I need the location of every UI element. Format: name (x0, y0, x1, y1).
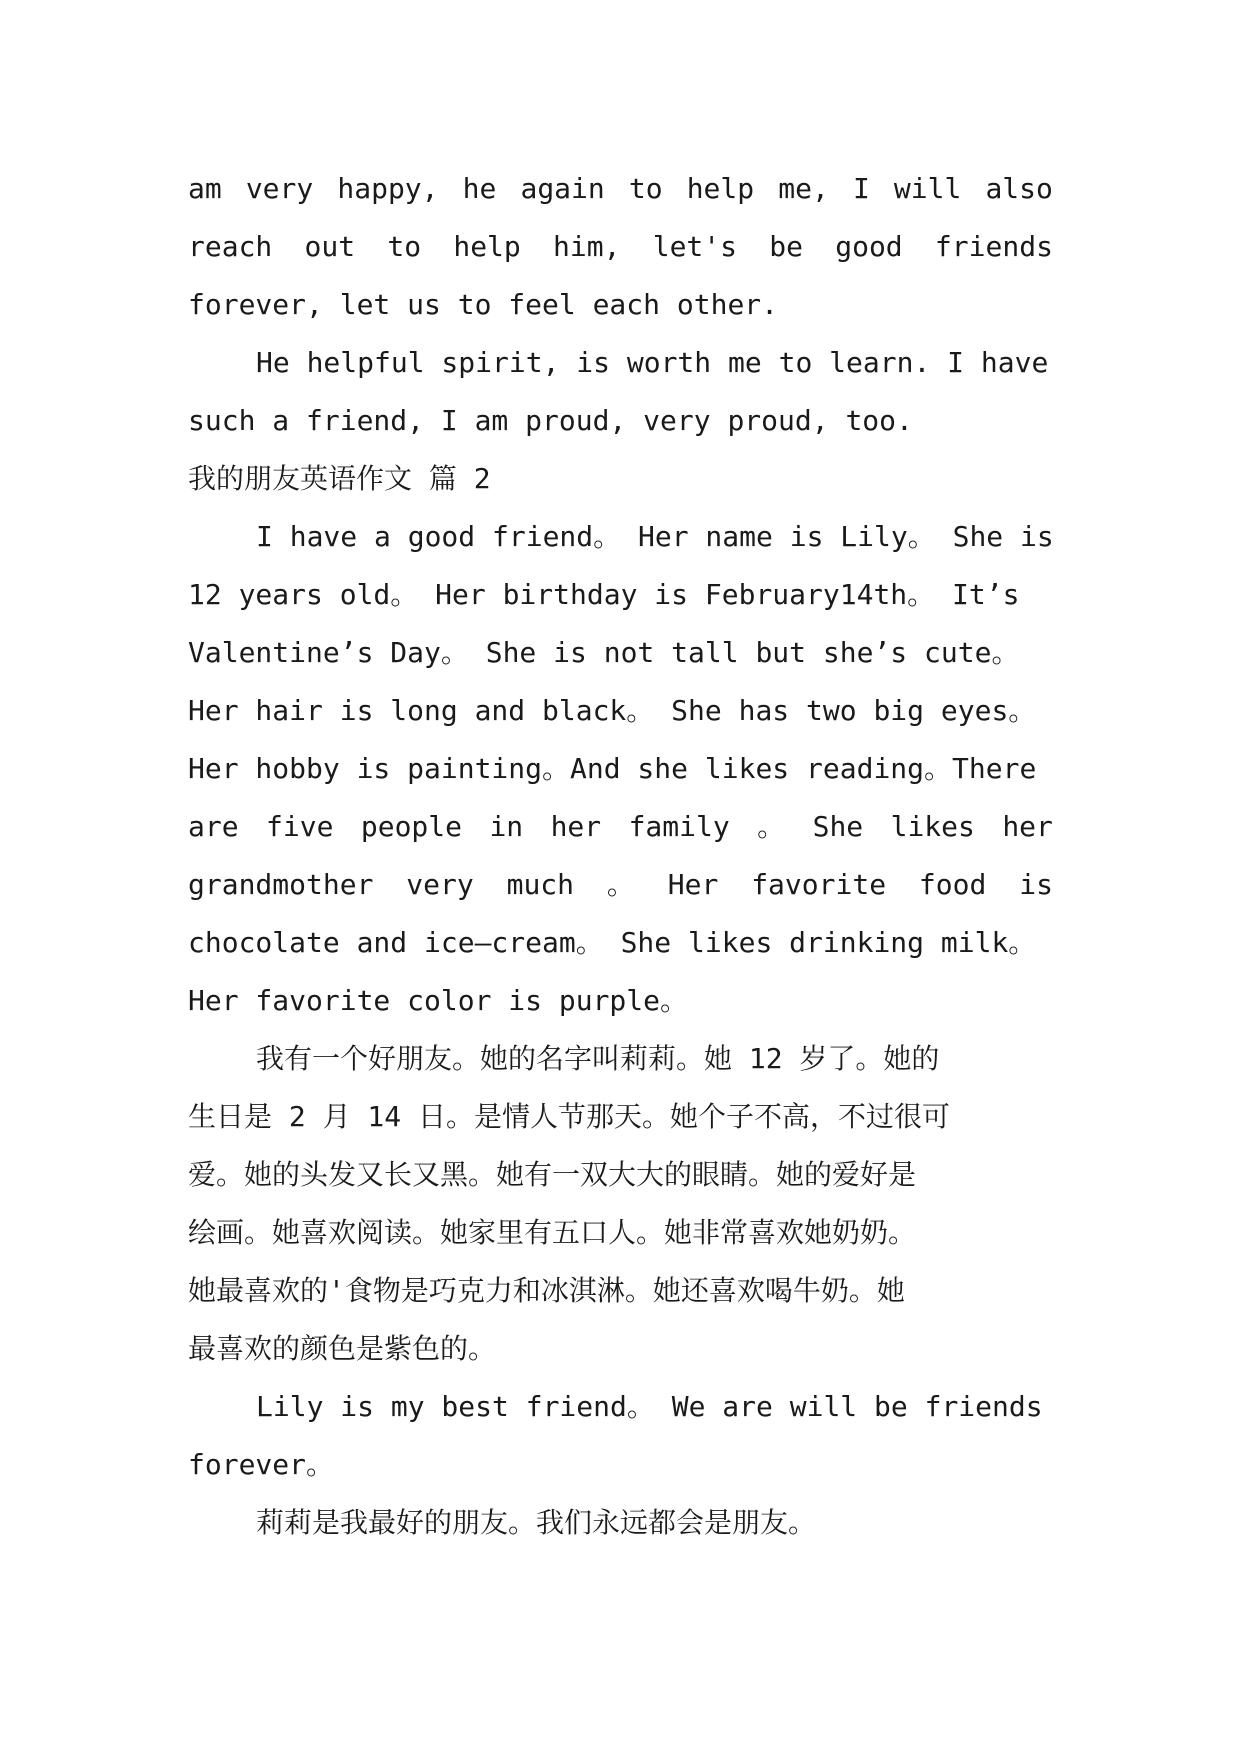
paragraph-3-line-2: 12 years old。 Her birthday is February14th。 It’s (188, 578, 1020, 611)
paragraph-3-line-6 (188, 798, 1053, 856)
paragraph-4-line-4: 绘画。她喜欢阅读。她家里有五口人。她非常喜欢她奶奶。 (188, 1216, 917, 1249)
word: is (1019, 868, 1053, 901)
word: good (835, 230, 903, 263)
word: help (686, 172, 755, 205)
word: again (520, 172, 605, 205)
word: very (406, 868, 474, 901)
word: be (769, 230, 803, 263)
word: let's (652, 230, 738, 263)
word: five (266, 810, 334, 843)
paragraph-3-line-3: Valentine’s Day。 She is not tall but she’s cute。 (188, 636, 1020, 669)
word: family (628, 810, 730, 843)
word: 。 (757, 810, 786, 843)
paragraph-2-line-2: such a friend, I am proud, very proud, too. (188, 404, 913, 437)
word: help (453, 230, 521, 263)
paragraph-3-line-7 (188, 856, 1053, 914)
paragraph-3-line-1: I have a good friend。 Her name is Lily。 She is (256, 520, 1054, 553)
paragraph-3-line-9: Her favorite color is purple。 (188, 984, 689, 1017)
word: grandmother (188, 868, 374, 901)
paragraph-2-line-1: He helpful spirit, is worth me to learn. I have (256, 346, 1049, 379)
word: in (489, 810, 524, 843)
word: he (462, 172, 497, 205)
word: likes (890, 810, 975, 843)
document-body (188, 160, 1053, 1552)
word: 。 (606, 868, 635, 901)
paragraph-4-line-1: 我有一个好朋友。她的名字叫莉莉。她 12 岁了。她的 (256, 1042, 940, 1075)
word: people (360, 810, 463, 843)
paragraph-3-line-5: Her hobby is painting。And she likes reading。There (188, 752, 1037, 785)
word: are (188, 810, 239, 843)
word: favorite (751, 868, 887, 901)
word: happy, (337, 172, 439, 205)
paragraph-5-line-2: forever。 (188, 1448, 335, 1481)
paragraph-5-line-1: Lily is my best friend。 We are will be friends (256, 1390, 1043, 1423)
paragraph-4-line-5: 她最喜欢的'食物是巧克力和冰淇淋。她还喜欢喝牛奶。她 (188, 1274, 905, 1307)
word: him, (553, 230, 621, 263)
paragraph-4-line-3: 爱。她的头发又长又黑。她有一双大大的眼睛。她的爱好是 (188, 1158, 917, 1191)
paragraph-4-line-6: 最喜欢的颜色是紫色的。 (188, 1332, 497, 1365)
word: much (506, 868, 575, 901)
paragraph-4-line-2: 生日是 2 月 14 日。是情人节那天。她个子不高，不过很可 (188, 1100, 951, 1133)
paragraph-1-line-1 (188, 160, 1053, 218)
word: Her (667, 868, 719, 901)
paragraph-3-line-4: Her hair is long and black。 She has two big eyes。 (188, 694, 1037, 727)
word: reach (188, 230, 273, 263)
word: very (245, 172, 314, 205)
word: to (628, 172, 663, 205)
paragraph-1-line-2 (188, 218, 1053, 276)
paragraph-1-line-3: forever, let us to feel each other. (188, 288, 779, 321)
word: also (985, 172, 1053, 205)
word: am (188, 172, 222, 205)
paragraph-6-line-1: 莉莉是我最好的朋友。我们永远都会是朋友。 (256, 1506, 817, 1539)
word: friends (934, 230, 1053, 263)
word: will (893, 172, 962, 205)
word: She (812, 810, 864, 843)
section-heading: 我的朋友英语作文 篇 2 (188, 462, 491, 495)
word: food (918, 868, 987, 901)
word: I (852, 172, 870, 205)
word: her (550, 810, 602, 843)
paragraph-3-line-8: chocolate and ice—cream。 She likes drinking milk。 (188, 926, 1037, 959)
word: to (387, 230, 422, 263)
word: me, (778, 172, 829, 205)
word: her (1002, 810, 1053, 843)
word: out (304, 230, 356, 263)
